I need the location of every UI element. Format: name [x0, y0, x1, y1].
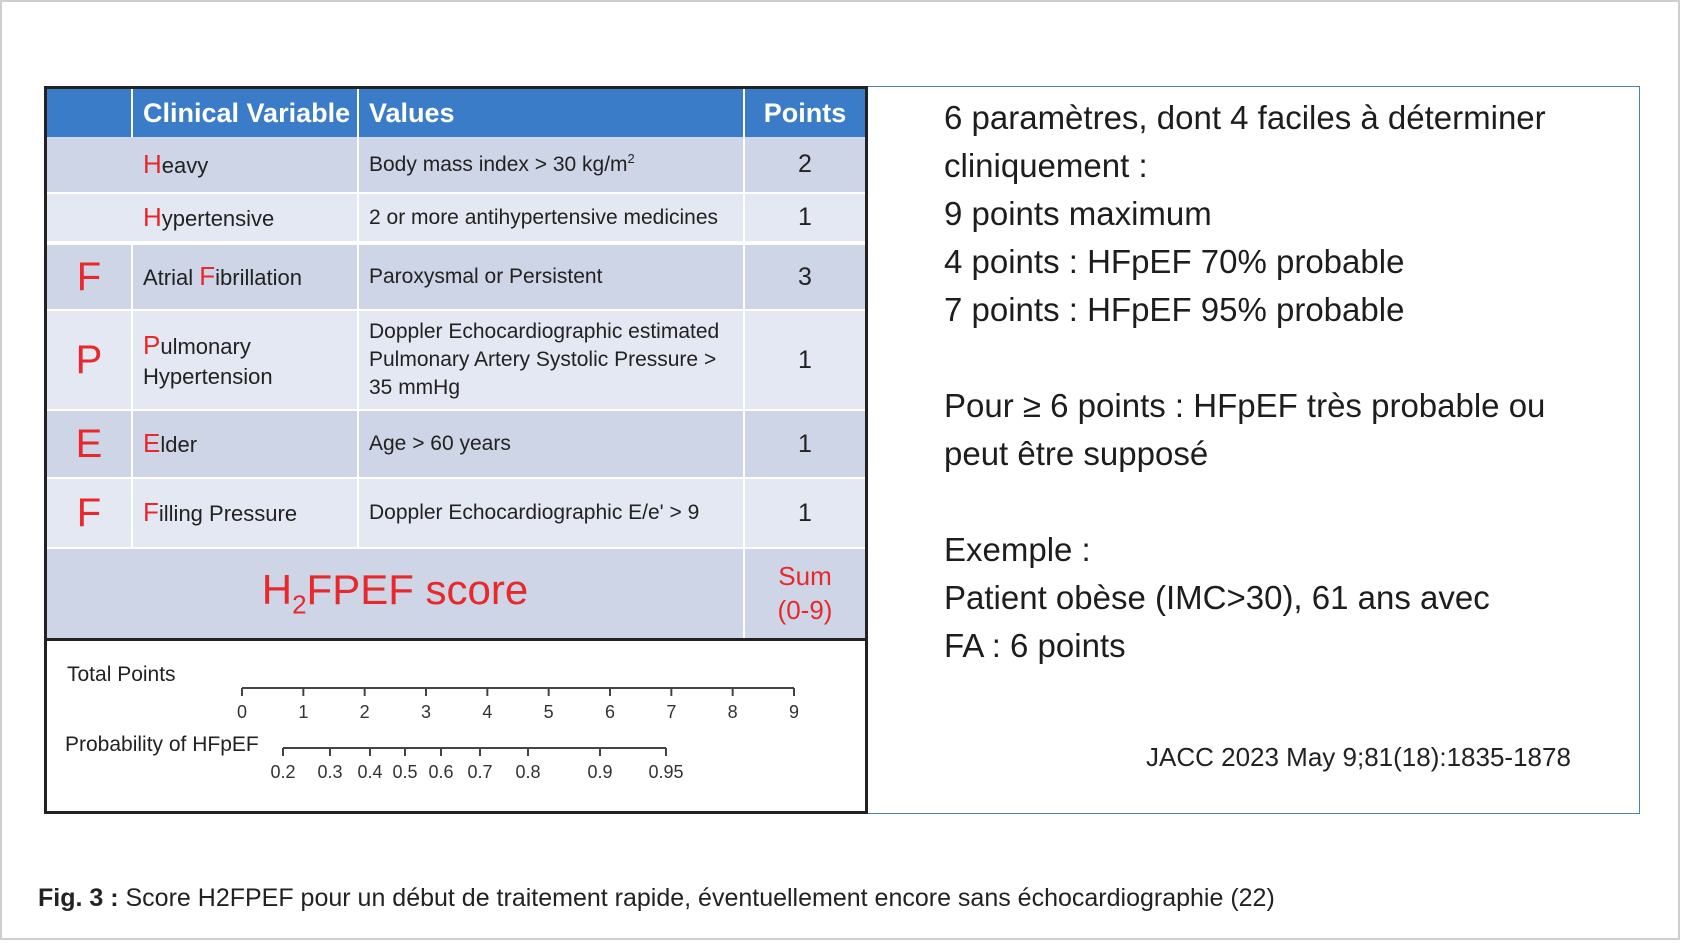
- table-row: [47, 311, 865, 411]
- probability-tick-label: 0.95: [648, 762, 684, 782]
- sum-label: Sum: [778, 560, 832, 591]
- points-cell: [745, 311, 865, 409]
- probability-tick-label: 0.8: [515, 762, 541, 782]
- total-tick-label: 0: [236, 702, 248, 722]
- points-value: 1: [798, 203, 812, 231]
- variable-initial: F: [199, 261, 216, 292]
- points-value: 1: [798, 429, 812, 458]
- table-row: [47, 479, 865, 549]
- table-row: [47, 411, 865, 479]
- header-letter-cell: [47, 89, 133, 137]
- value-cell: [359, 411, 745, 477]
- score-subscript: 2: [292, 589, 307, 620]
- points-cell: [745, 411, 865, 477]
- table-row: [47, 245, 865, 311]
- score-title: FPEF score: [306, 566, 529, 614]
- value-cell: [359, 194, 745, 241]
- variable-name: illing Pressure: [158, 501, 298, 527]
- note-line: 9 points maximum: [944, 195, 1212, 232]
- note-line: 6 paramètres, dont 4 faciles à déterminer: [944, 99, 1546, 136]
- note-line: 7 points : HFpEF 95% probable: [944, 291, 1405, 328]
- table-header-row: [47, 89, 865, 137]
- note-line: peut être supposé: [944, 435, 1209, 472]
- points-value: 2: [798, 150, 812, 178]
- note-line: Exemple :: [944, 531, 1091, 568]
- variable-prefix: Atrial: [143, 265, 200, 291]
- header-values: Values: [359, 89, 745, 137]
- total-tick-label: 3: [420, 702, 432, 722]
- variable-name: eavy: [161, 152, 209, 178]
- probability-tick-label: 0.9: [587, 762, 613, 782]
- variable-initial: P: [143, 329, 161, 360]
- probability-label: Probability of HFpEF: [65, 733, 259, 756]
- h2fpef-score-panel: [44, 86, 868, 814]
- row-letter: E: [75, 421, 103, 466]
- probability-tick-label: 0.7: [467, 762, 493, 782]
- variable-initial: F: [143, 497, 159, 528]
- value-text: Doppler Echocardiographic estimated Pulmonary Artery Systolic Pressure > 35 mmHg: [369, 320, 720, 399]
- total-tick-label: 1: [298, 702, 309, 722]
- points-value: 3: [798, 262, 812, 291]
- probability-tick-label: 0.3: [317, 762, 343, 782]
- note-line: 4 points : HFpEF 70% probable: [944, 243, 1405, 280]
- reference-citation: JACC 2023 May 9;81(18):1835-1878: [1146, 742, 1571, 772]
- value-cell: [359, 137, 745, 192]
- score-prefix: H: [261, 566, 293, 614]
- total-tick-label: 7: [666, 702, 677, 722]
- value-text: Age > 60 years: [369, 432, 511, 456]
- note-line: Patient obèse (IMC>30), 61 ans avec: [944, 579, 1490, 616]
- row-letter: F: [76, 490, 102, 535]
- header-points: Points: [763, 97, 847, 128]
- points-cell: [745, 245, 865, 309]
- row-letter: F: [76, 254, 102, 299]
- points-cell: [745, 137, 865, 192]
- variable-name: ibrillation: [215, 265, 302, 291]
- score-table: [47, 89, 865, 641]
- table-row: [47, 194, 865, 243]
- note-line: Pour ≥ 6 points : HFpEF très probable ou: [944, 387, 1546, 424]
- value-superscript: 2: [627, 151, 635, 167]
- points-cell: [745, 479, 865, 547]
- total-tick-label: 4: [482, 702, 493, 722]
- variable-cell: [133, 137, 359, 192]
- variable-initial: E: [143, 428, 161, 459]
- value-text: Body mass index > 30 kg/m: [369, 153, 628, 177]
- probability-axis: [270, 748, 683, 782]
- total-tick-label: 6: [604, 702, 616, 722]
- points-cell: [745, 194, 865, 241]
- variable-cell: [133, 411, 359, 477]
- variable-initial: H: [143, 201, 162, 232]
- score-title-cell: [47, 549, 745, 638]
- note-line: FA : 6 points: [944, 627, 1126, 664]
- total-tick-label: 5: [543, 702, 554, 722]
- variable-initial: H: [143, 148, 162, 179]
- total-tick-label: 9: [788, 702, 800, 722]
- row-letter-cell: [47, 479, 133, 547]
- value-cell: [359, 245, 745, 309]
- variable-name: ypertensive: [161, 205, 275, 231]
- row-letter-cell: [47, 311, 133, 409]
- points-value: 1: [798, 498, 812, 527]
- sum-cell: [745, 549, 865, 638]
- caption-text: Score H2FPEF pour un début de traitement rapide, éventuellement encore sans échocardiographie (22): [118, 884, 1275, 912]
- value-text: Doppler Echocardiographic E/e' > 9: [369, 501, 700, 525]
- row-letter: P: [75, 337, 103, 382]
- value-text: Paroxysmal or Persistent: [369, 265, 603, 289]
- variable-cell: [133, 479, 359, 547]
- variable-cell: [133, 245, 359, 309]
- nomogram-scale: [47, 638, 865, 808]
- row-letter-cell: [47, 245, 133, 309]
- row-letter-cell: [47, 411, 133, 477]
- total-points-label: Total Points: [67, 663, 176, 686]
- variable-name: ulmonary: [160, 333, 251, 359]
- value-cell: [359, 479, 745, 547]
- figure-caption: [38, 884, 1275, 913]
- variable-cell: [133, 194, 359, 241]
- points-value: 1: [798, 345, 812, 374]
- variable-cell: [133, 311, 359, 409]
- score-total-row: [47, 549, 865, 638]
- variable-name: lder: [160, 432, 198, 458]
- total-points-axis: [237, 688, 799, 722]
- value-text: 2 or more antihypertensive medicines: [369, 205, 719, 229]
- caption-label: Fig. 3 :: [38, 884, 119, 912]
- sum-range: (0-9): [777, 594, 833, 625]
- probability-tick-label: 0.2: [270, 762, 296, 782]
- header-clinical-variable: Clinical Variable: [133, 89, 359, 137]
- table-row: [47, 137, 865, 194]
- variable-name-line2: Hypertension: [143, 363, 273, 389]
- notes-text: [944, 94, 1624, 670]
- probability-tick-label: 0.4: [357, 762, 383, 782]
- probability-tick-label: 0.6: [428, 762, 454, 782]
- probability-tick-label: 0.5: [392, 762, 418, 782]
- total-tick-label: 2: [359, 702, 370, 722]
- value-cell: [359, 311, 745, 409]
- note-line: cliniquement :: [944, 147, 1148, 184]
- total-tick-label: 8: [727, 702, 738, 722]
